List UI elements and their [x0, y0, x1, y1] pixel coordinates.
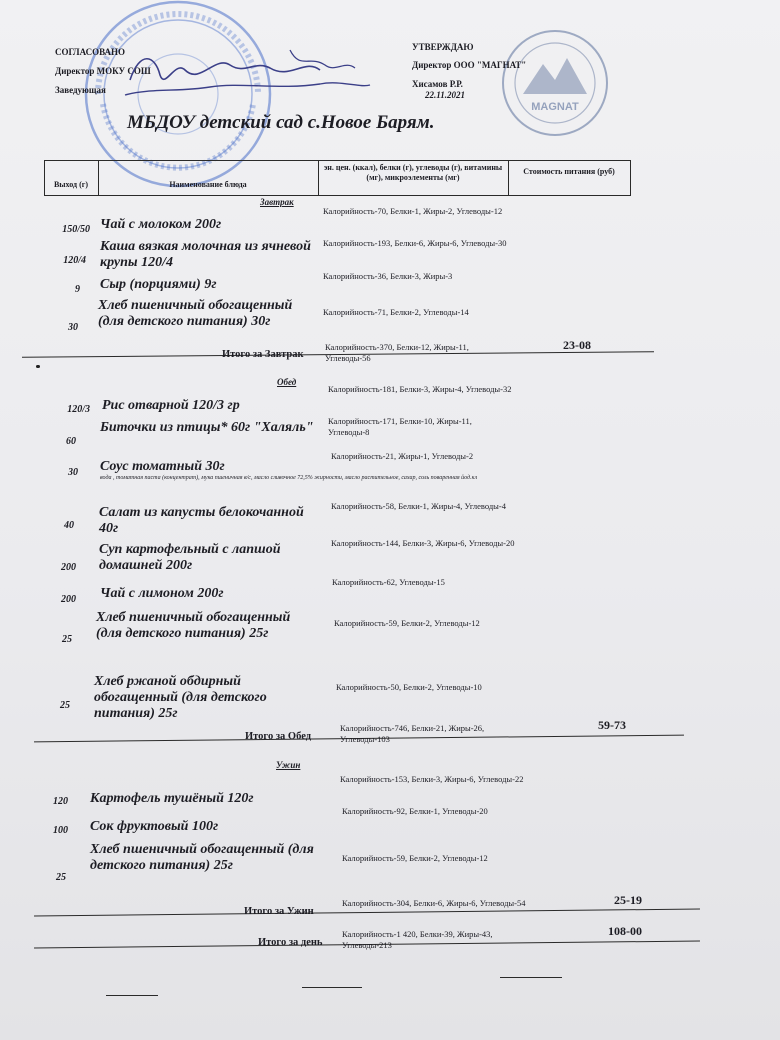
item-nutrition: Калорийность-144, Белки-3, Жиры-6, Углеводы-20 — [331, 538, 515, 548]
item-name: Суп картофельный с лапшой домашней 200г — [99, 542, 281, 573]
item-nutrition: Калорийность-71, Белки-2, Углеводы-14 — [323, 307, 469, 317]
item-output: 40 — [64, 520, 74, 531]
dinner-total-label: Итого за Ужин — [244, 906, 314, 917]
item-output: 25 — [56, 872, 66, 883]
item-name: Хлеб пшеничный обогащенный (для детского питания) 25г — [90, 842, 314, 873]
signature-scribble — [120, 40, 380, 110]
item-nutrition: Калорийность-92, Белки-1, Углеводы-20 — [342, 806, 488, 816]
item-output: 100 — [53, 825, 68, 836]
director-right-label: Директор ООО "МАГНАТ" — [412, 60, 527, 70]
item-nutrition: Калорийность-153, Белки-3, Жиры-6, Углеводы-22 — [340, 774, 524, 784]
item-output: 200 — [61, 594, 76, 605]
dinner-total-line — [34, 909, 700, 917]
item-output: 120 — [53, 796, 68, 807]
document-title: МБДОУ детский сад с.Новое Барям. — [127, 112, 435, 133]
lunch-total-nutrition: Калорийность-746, Белки-21, Жиры-26, Углеводы-103 — [340, 723, 485, 744]
col-divider — [318, 160, 319, 196]
item-output: 120/4 — [63, 255, 86, 266]
item-output: 30 — [68, 322, 78, 333]
agreed-label: СОГЛАСОВАНО — [55, 47, 126, 57]
signature-line — [106, 995, 158, 996]
dinner-total-nutrition: Калорийность-304, Белки-6, Жиры-6, Углеводы-54 — [342, 898, 526, 908]
ink-dot — [36, 365, 40, 368]
signer-name: Хисамов Р.Р. — [412, 79, 463, 89]
item-nutrition: Калорийность-58, Белки-1, Жиры-4, Углеводы-4 — [331, 501, 506, 511]
item-output: 9 — [75, 284, 80, 295]
item-name: Биточки из птицы* 60г "Халяль" — [100, 420, 314, 435]
breakfast-total-nutrition: Калорийность-370, Белки-12, Жиры-11, Углеводы-56 — [325, 342, 469, 363]
head-label: Заведующая — [55, 85, 106, 95]
col-header-nutrition: эн. цен. (ккал), белки (г), углеводы (г), витамины (мг), микроэлементы (мг) — [323, 163, 503, 182]
col-divider — [44, 160, 45, 196]
col-divider — [98, 160, 99, 196]
section-title-lunch: Обед — [277, 377, 297, 387]
breakfast-total-price: 23-08 — [563, 338, 591, 352]
item-name: Сок фруктовый 100г — [90, 819, 219, 834]
lunch-total-label: Итого за Обед — [245, 731, 312, 742]
item-name: Хлеб пшеничный обогащенный (для детского питания) 30г — [98, 298, 293, 329]
item-name: Чай с молоком 200г — [100, 217, 222, 232]
col-header-output: Выход (г) — [53, 180, 89, 189]
sauce-ingredients-note: вода , томатная паста (концентрат), мука пшеничная в/с, масло сливочное 72,5% жирности, масло растительное, сахар, соль поваренная йод.кл — [100, 475, 478, 481]
approve-label: УТВЕРЖДАЮ — [412, 42, 474, 52]
item-name: Салат из капусты белокочанной 40г — [99, 505, 304, 536]
item-output: 60 — [66, 436, 76, 447]
item-name: Сыр (порциями) 9г — [100, 277, 217, 292]
breakfast-total-label: Итого за Завтрак — [222, 349, 304, 360]
item-nutrition: Калорийность-171, Белки-10, Жиры-11, Углеводы-8 — [328, 416, 472, 437]
item-nutrition: Калорийность-181, Белки-3, Жиры-4, Углеводы-32 — [328, 384, 512, 394]
item-name: Картофель тушёный 120г — [90, 791, 254, 806]
section-title-dinner: Ужин — [276, 760, 301, 770]
item-name: Хлеб ржаной обдирный обогащенный (для детского питания) 25г — [94, 674, 267, 721]
dinner-total-price: 25-19 — [614, 893, 642, 907]
item-output: 25 — [62, 634, 72, 645]
director-left-label: Директор МОКУ СОШ — [55, 66, 151, 76]
day-total-label: Итого за день — [258, 937, 323, 948]
col-divider — [630, 160, 631, 196]
signature-line — [500, 977, 562, 978]
item-name: Рис отварной 120/3 гр — [102, 398, 240, 413]
item-nutrition: Калорийность-59, Белки-2, Углеводы-12 — [342, 853, 488, 863]
table-top-border — [44, 160, 630, 161]
item-name: Чай с лимоном 200г — [100, 586, 224, 601]
lunch-total-price: 59-73 — [598, 718, 626, 732]
col-divider — [508, 160, 509, 196]
day-total-nutrition: Калорийность-1 420, Белки-39, Жиры-43, Углеводы-213 — [342, 929, 493, 950]
item-nutrition: Калорийность-50, Белки-2, Углеводы-10 — [336, 682, 482, 692]
company-stamp — [495, 28, 615, 138]
item-output: 30 — [68, 467, 78, 478]
item-nutrition: Калорийность-59, Белки-2, Углеводы-12 — [334, 618, 480, 628]
item-name: Каша вязкая молочная из ячневой крупы 120/4 — [100, 239, 311, 270]
item-output: 120/3 — [67, 404, 90, 415]
item-nutrition: Калорийность-193, Белки-6, Жиры-6, Углеводы-30 — [323, 238, 507, 248]
col-header-cost: Стоимость питания (руб) — [523, 167, 615, 176]
col-header-dish: Наименование блюда — [169, 180, 247, 189]
item-output: 150/50 — [62, 224, 90, 235]
item-nutrition: Калорийность-70, Белки-1, Жиры-2, Углеводы-12 — [323, 206, 503, 216]
table-header-bottom-border — [44, 195, 630, 196]
signature-line — [302, 987, 362, 988]
item-name: Хлеб пшеничный обогащенный (для детского питания) 25г — [96, 610, 291, 641]
item-nutrition: Калорийность-62, Углеводы-15 — [332, 577, 445, 587]
item-output: 25 — [60, 700, 70, 711]
approval-date: 22.11.2021 — [425, 90, 466, 100]
item-name: Соус томатный 30г — [100, 459, 225, 474]
item-output: 200 — [61, 562, 76, 573]
day-total-price: 108-00 — [608, 924, 642, 938]
section-title-breakfast: Завтрак — [260, 197, 294, 207]
item-nutrition: Калорийность-21, Жиры-1, Углеводы-2 — [331, 451, 474, 461]
item-nutrition: Калорийность-36, Белки-3, Жиры-3 — [323, 271, 453, 281]
stamp-logo-text: MAGNAT — [531, 101, 579, 113]
